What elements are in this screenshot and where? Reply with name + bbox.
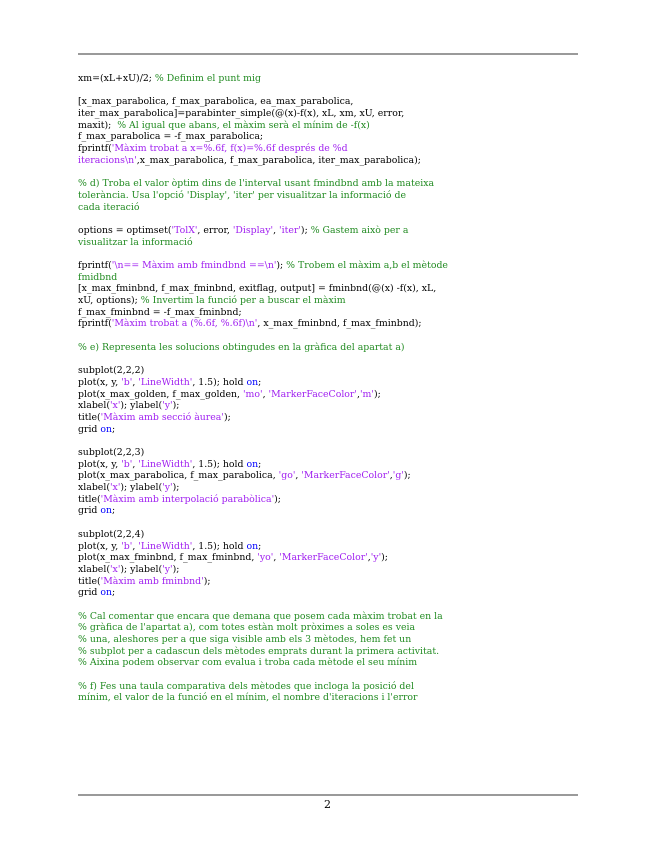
code-line xyxy=(78,552,578,564)
code-token: ); xyxy=(172,563,180,575)
string-literal: 'x' xyxy=(109,482,121,494)
code-token: ); xyxy=(373,388,381,400)
code-token: ); xyxy=(276,260,287,271)
code-line xyxy=(78,108,578,120)
code-token: ); xyxy=(203,575,211,587)
code-line xyxy=(78,400,578,412)
footer-rule xyxy=(78,794,578,796)
blank-line xyxy=(78,167,578,179)
code-token: plot(x_max_fminbnd, f_max_fminbnd, xyxy=(78,552,258,564)
string-literal: 'y' xyxy=(162,563,173,575)
code-line xyxy=(78,482,578,494)
code-token: plot(x, y, xyxy=(78,540,122,552)
code-line xyxy=(78,611,578,623)
string-literal: 'Màxim amb secció àurea' xyxy=(100,411,224,423)
code-token: ; xyxy=(112,423,116,435)
string-literal: 'x' xyxy=(109,400,121,412)
code-token: , x_max_fminbnd, f_max_fminbnd); xyxy=(257,318,422,330)
code-token: ); xyxy=(172,482,180,494)
code-line xyxy=(78,587,578,599)
code-line xyxy=(78,318,578,330)
blank-line xyxy=(78,517,578,529)
code-line xyxy=(78,190,578,202)
code-line xyxy=(78,657,578,669)
blank-line xyxy=(78,354,578,366)
string-literal: 'b' xyxy=(121,458,133,470)
code-line xyxy=(78,342,578,354)
comment-text: tolerància. Usa l'opció 'Display', 'iter' per visualitzar la informació de xyxy=(78,189,406,201)
code-line xyxy=(78,202,578,214)
code-token: , xyxy=(273,552,280,564)
string-literal: 'y' xyxy=(370,552,382,564)
blank-line xyxy=(78,669,578,681)
code-token: ); xyxy=(381,552,388,564)
comment-text: cada iteració xyxy=(78,201,140,213)
comment-text: % Invertim la funció per a buscar el màxim xyxy=(140,295,346,307)
code-token: , xyxy=(262,388,269,400)
string-literal: 'TolX' xyxy=(171,224,198,236)
blank-line xyxy=(78,435,578,447)
code-line xyxy=(78,260,578,272)
string-literal: iteracions\n' xyxy=(78,154,137,166)
code-token: ; xyxy=(112,505,116,517)
code-token: , xyxy=(367,552,371,564)
code-line xyxy=(78,646,578,658)
comment-text: % f) Fes una taula comparativa dels mètodes que incloga la posició del xyxy=(78,680,414,692)
code-token: ; xyxy=(112,587,116,599)
code-token: plot(x_max_parabolica, f_max_parabolica, xyxy=(78,470,279,482)
code-line xyxy=(78,365,578,377)
string-literal: 'LineWidth' xyxy=(138,458,193,470)
code-token: xlabel( xyxy=(78,563,110,575)
comment-text: % gràfica de l'apartat a), com totes estàn molt pròximes a soles es veia xyxy=(78,622,416,634)
code-line xyxy=(78,155,578,167)
blank-line xyxy=(78,248,578,260)
code-token: options = optimset( xyxy=(78,224,172,236)
code-line xyxy=(78,424,578,436)
code-line xyxy=(78,389,578,401)
string-literal: 'm' xyxy=(359,388,374,400)
header-rule xyxy=(78,53,578,55)
code-line xyxy=(78,692,578,704)
code-line xyxy=(78,505,578,517)
code-line xyxy=(78,576,578,588)
comment-text: % Definim el punt mig xyxy=(154,73,261,84)
code-token: , xyxy=(295,470,302,482)
code-line xyxy=(78,529,578,541)
string-literal: 'MarkerFaceColor' xyxy=(279,552,368,564)
string-literal: 'b' xyxy=(121,540,133,552)
comment-text: % Trobem el màxim a,b el mètode xyxy=(286,260,448,271)
code-token: grid xyxy=(78,587,101,599)
code-token: plot(x_max_golden, f_max_golden, xyxy=(78,388,243,400)
code-token: ); ylabel( xyxy=(120,563,163,575)
code-line xyxy=(78,541,578,553)
code-line xyxy=(78,412,578,424)
comment-text: % subplot per a cadascun dels mètodes emprats durant la primera activitat. xyxy=(78,645,440,657)
code-token: fprintf( xyxy=(78,260,112,271)
code-token: ); ylabel( xyxy=(120,400,163,412)
code-line xyxy=(78,143,578,155)
code-line xyxy=(78,494,578,506)
code-token: title( xyxy=(78,493,101,505)
comment-text: % Cal comentar que encara que demana que posem cada màxim trobat en la xyxy=(78,610,443,622)
comment-text: fmidbnd xyxy=(78,271,118,283)
code-token: ; xyxy=(258,540,262,552)
code-token: ); xyxy=(300,224,311,236)
string-literal: 'y' xyxy=(162,400,173,412)
code-line xyxy=(78,564,578,576)
code-token: iter_max_parabolica]=parabinter_simple(@(x)-f(x), xL, xm, xU, error, xyxy=(78,108,405,120)
string-literal: 'LineWidth' xyxy=(138,376,193,388)
code-token: , error, xyxy=(197,224,233,236)
code-token: plot(x, y, xyxy=(78,458,122,470)
code-token: ); xyxy=(274,493,281,505)
string-literal: '\n== Màxim amb fmindbnd ==\n' xyxy=(111,260,277,271)
code-line xyxy=(78,681,578,693)
matlab-code-listing xyxy=(78,73,578,704)
code-token: subplot(2,2,4) xyxy=(78,528,145,540)
code-token: [x_max_fminbnd, f_max_fminbnd, exitflag, output] = fminbnd(@(x) -f(x), xL, xyxy=(78,283,437,295)
comment-text: mínim, el valor de la funció en el mínim, el nombre d'iteracions i l'error xyxy=(78,692,418,704)
keyword: on xyxy=(100,505,113,517)
code-token: , xyxy=(273,224,280,236)
code-token: ); xyxy=(172,400,180,412)
string-literal: 'Màxim amb fminbnd' xyxy=(100,575,204,587)
code-line xyxy=(78,272,578,284)
code-token: , xyxy=(389,470,393,482)
blank-line xyxy=(78,213,578,225)
string-literal: 'b' xyxy=(121,376,133,388)
code-token: ,x_max_parabolica, f_max_parabolica, iter_max_parabolica); xyxy=(136,154,421,166)
code-token: xm=(xL+xU)/2; xyxy=(78,73,155,84)
code-token: ); xyxy=(403,470,411,482)
code-token: title( xyxy=(78,575,101,587)
blank-line xyxy=(78,330,578,342)
code-token: grid xyxy=(78,505,101,517)
string-literal: 'g' xyxy=(392,470,404,482)
code-token: xlabel( xyxy=(78,400,110,412)
blank-line xyxy=(78,599,578,611)
string-literal: 'iter' xyxy=(279,224,301,236)
code-token: plot(x, y, xyxy=(78,376,122,388)
code-token: fprintf( xyxy=(78,143,112,155)
code-token: subplot(2,2,2) xyxy=(78,365,145,377)
comment-text: % Aixina podem observar com evalua i troba cada mètode el seu mínim xyxy=(78,657,418,669)
string-literal: 'Display' xyxy=(232,224,274,236)
code-line xyxy=(78,120,578,132)
string-literal: 'go' xyxy=(278,470,296,482)
code-line xyxy=(78,131,578,143)
keyword: on xyxy=(100,423,113,435)
code-line xyxy=(78,96,578,108)
string-literal: 'Màxim amb interpolació parabòlica' xyxy=(100,493,275,505)
code-token: title( xyxy=(78,411,101,423)
code-line xyxy=(78,73,578,85)
code-token: fprintf( xyxy=(78,318,112,330)
code-token: f_max_parabolica = -f_max_parabolica; xyxy=(78,131,264,143)
code-line xyxy=(78,307,578,319)
code-token: , 1.5); hold xyxy=(192,376,247,388)
comment-text: % e) Representa les solucions obtingudes en la gràfica del apartat a) xyxy=(78,341,405,353)
comment-text: % Al igual que abans, el màxim serà el mínim de -f(x) xyxy=(117,119,370,131)
code-token: xlabel( xyxy=(78,482,110,494)
code-token: ; xyxy=(258,376,262,388)
string-literal: 'LineWidth' xyxy=(138,540,193,552)
string-literal: 'MarkerFaceColor' xyxy=(268,388,357,400)
code-token: ); ylabel( xyxy=(120,482,163,494)
code-token: , xyxy=(132,540,139,552)
keyword: on xyxy=(246,540,259,552)
code-token: , xyxy=(132,458,139,470)
code-line xyxy=(78,283,578,295)
code-token: [x_max_parabolica, f_max_parabolica, ea_max_parabolica, xyxy=(78,96,354,108)
string-literal: 'mo' xyxy=(242,388,263,400)
code-line xyxy=(78,447,578,459)
comment-text: % Gastem això per a xyxy=(310,224,409,236)
code-token: grid xyxy=(78,423,101,435)
code-token: maxit); xyxy=(78,119,118,131)
code-line xyxy=(78,295,578,307)
code-token: ); xyxy=(223,411,231,423)
code-line xyxy=(78,634,578,646)
code-token: , xyxy=(132,376,139,388)
code-line xyxy=(78,178,578,190)
blank-line xyxy=(78,85,578,97)
keyword: on xyxy=(246,376,259,388)
code-token: , xyxy=(356,388,360,400)
keyword: on xyxy=(100,587,113,599)
code-line xyxy=(78,225,578,237)
code-line xyxy=(78,470,578,482)
page-number: 2 xyxy=(324,798,331,811)
code-token: , 1.5); hold xyxy=(192,458,247,470)
code-token: f_max_fminbnd = -f_max_fminbnd; xyxy=(78,306,242,318)
code-token: , 1.5); hold xyxy=(192,540,247,552)
comment-text: % una, aleshores per a que siga visible amb els 3 mètodes, hem fet un xyxy=(78,634,412,645)
string-literal: 'x' xyxy=(109,563,121,575)
comment-text: visualitzar la informació xyxy=(78,236,193,248)
code-token: ; xyxy=(258,458,262,470)
code-line xyxy=(78,377,578,389)
string-literal: 'MarkerFaceColor' xyxy=(301,470,390,482)
code-line xyxy=(78,459,578,471)
code-line xyxy=(78,622,578,634)
string-literal: 'Màxim trobat a (%.6f, %.6f)\n' xyxy=(111,318,258,330)
comment-text: % d) Troba el valor òptim dins de l'interval usant fmindbnd amb la mateixa xyxy=(78,178,435,190)
string-literal: 'yo' xyxy=(257,552,274,564)
keyword: on xyxy=(246,458,259,470)
code-line xyxy=(78,237,578,249)
string-literal: 'y' xyxy=(162,482,173,494)
code-token: xU, options); xyxy=(78,295,141,307)
string-literal: 'Màxim trobat a x=%.6f, f(x)=%.6f després de %d xyxy=(111,143,348,155)
code-token: subplot(2,2,3) xyxy=(78,447,145,458)
